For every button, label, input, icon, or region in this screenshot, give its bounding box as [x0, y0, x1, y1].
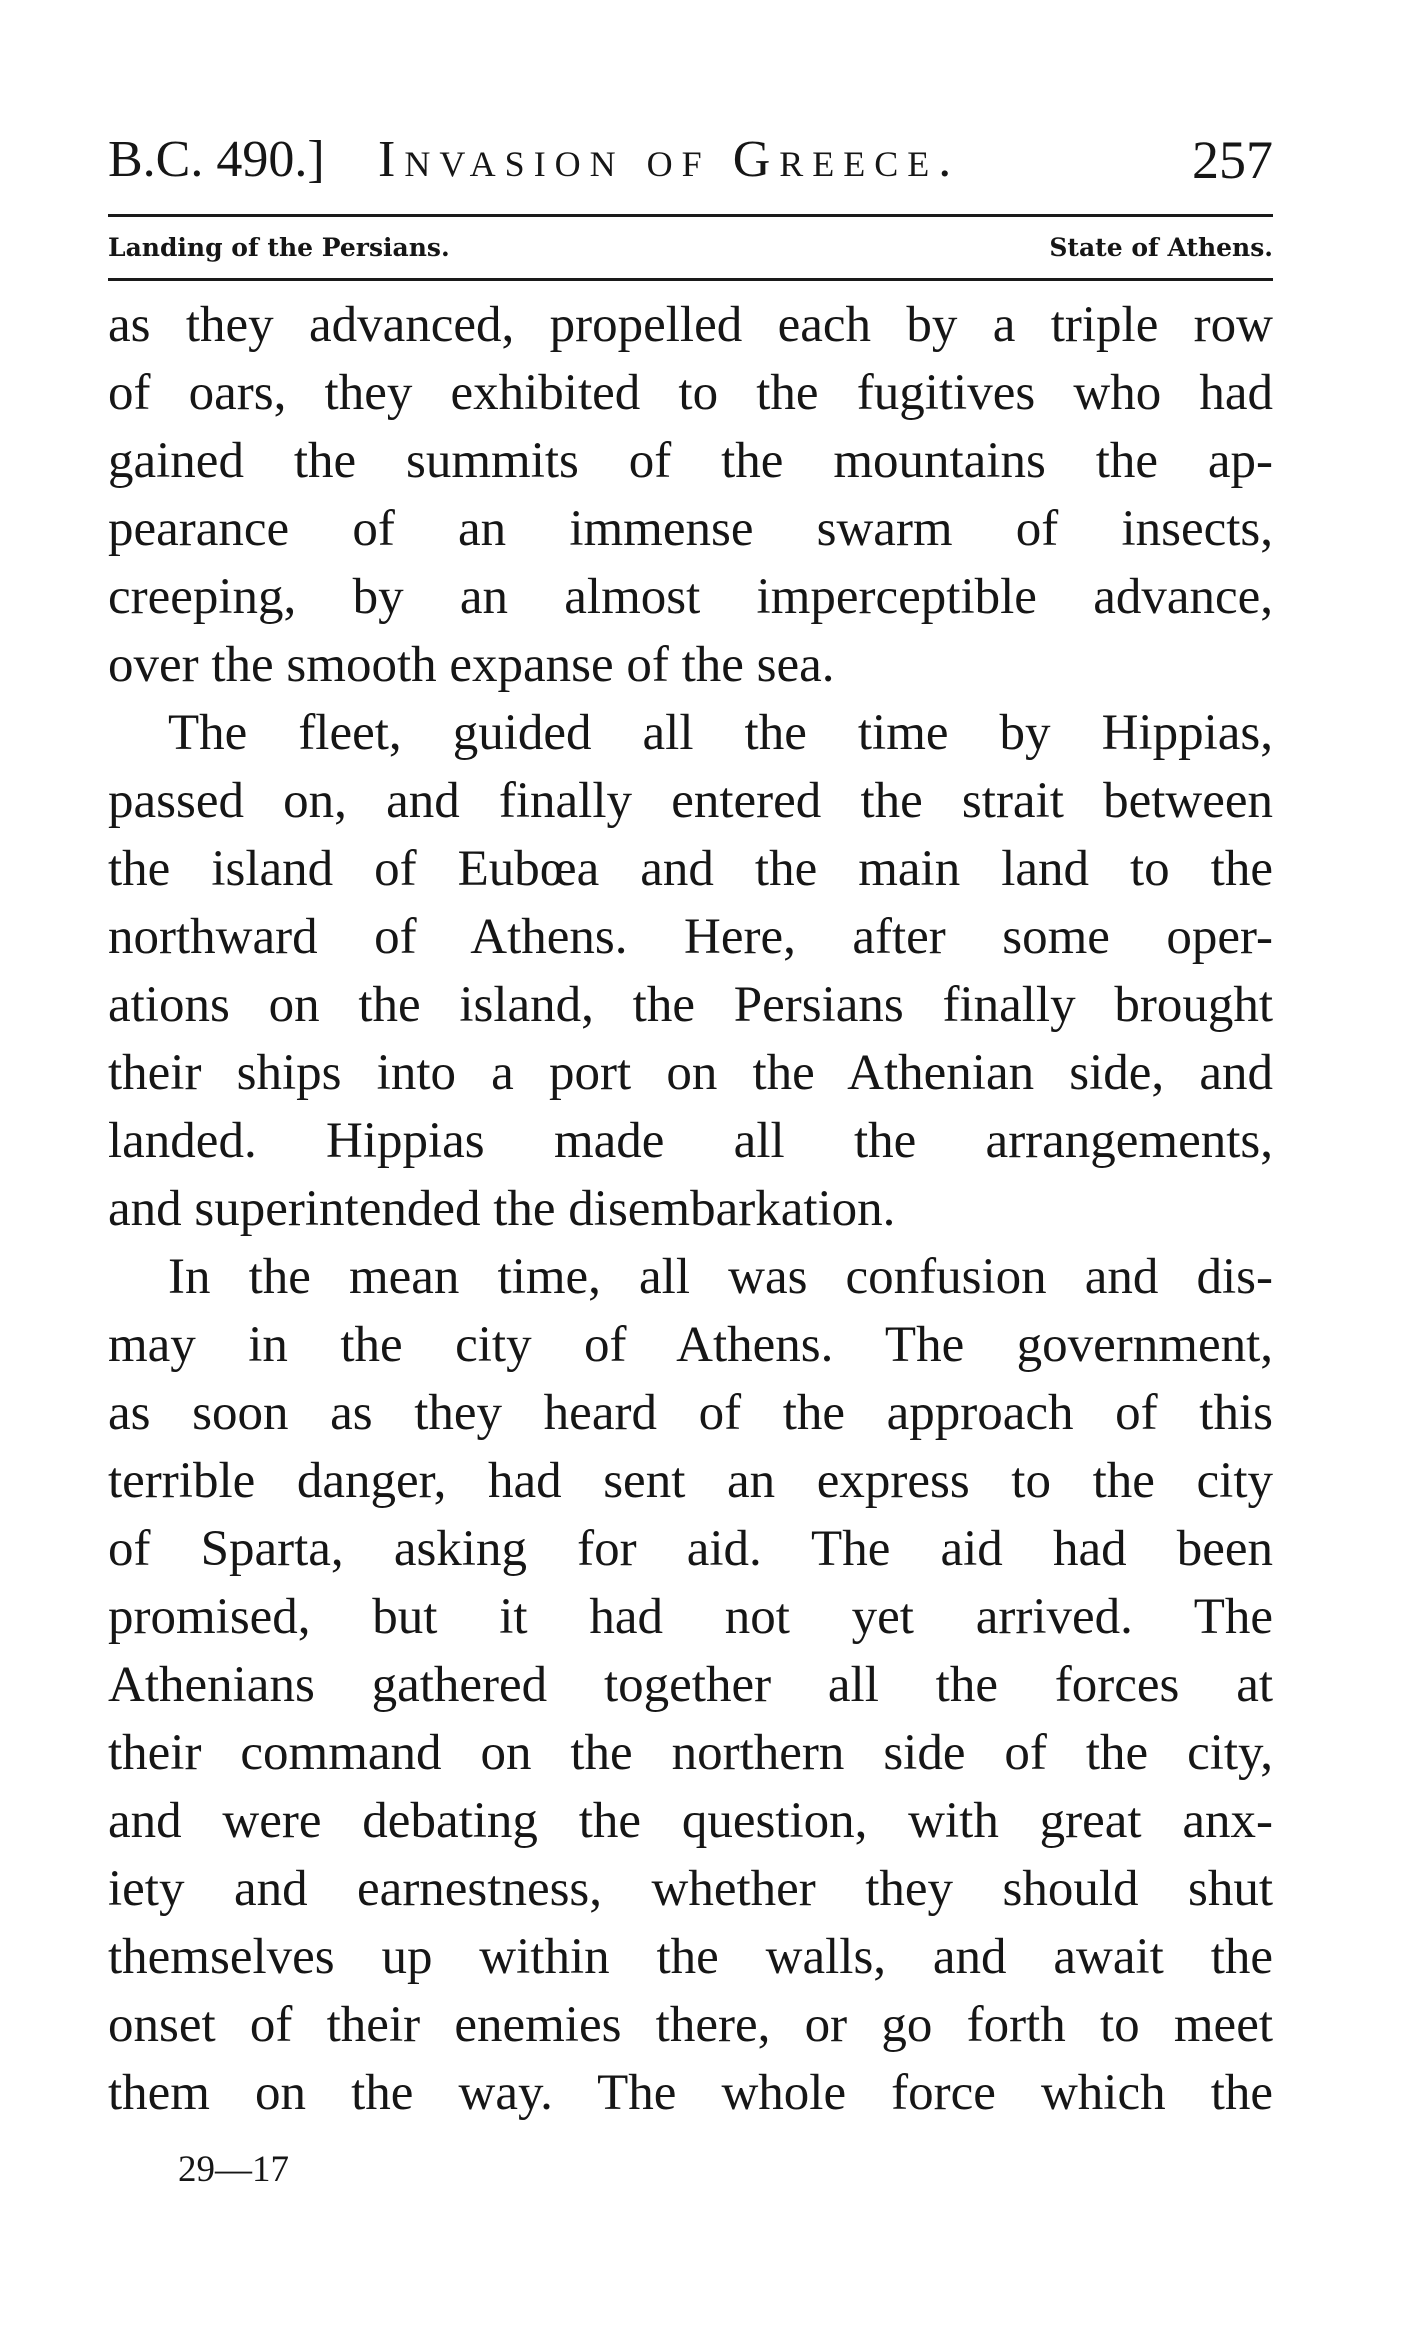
text-line: over the smooth expanse of the sea.: [108, 637, 835, 693]
text-line: promised, but it had not yet arrived. The: [108, 1589, 1273, 1645]
subheader-left: Landing of the Persians.: [108, 233, 450, 262]
text-line: their ships into a port on the Athenian side, and: [108, 1045, 1273, 1101]
text-line: them on the way. The whole force which the: [108, 2065, 1273, 2121]
text-line: iety and earnestness, whether they should shut: [108, 1861, 1273, 1917]
subheader-right: State of Athens.: [1049, 233, 1273, 262]
text-line: landed. Hippias made all the arrangements,: [108, 1113, 1273, 1169]
text-line: pearance of an immense swarm of insects,: [108, 501, 1273, 557]
text-line: passed on, and finally entered the strait between: [108, 773, 1273, 829]
text-line: Athenians gathered together all the forces at: [108, 1657, 1273, 1713]
text-line: of oars, they exhibited to the fugitives who had: [108, 365, 1273, 421]
text-line: creeping, by an almost imperceptible advance,: [108, 569, 1273, 625]
text-line: terrible danger, had sent an express to the city: [108, 1453, 1273, 1509]
running-header: [108, 120, 1273, 200]
text-line: ations on the island, the Persians finally brought: [108, 977, 1273, 1033]
text-line: In the mean time, all was confusion and dis-: [168, 1249, 1273, 1305]
text-line: may in the city of Athens. The government,: [108, 1317, 1273, 1373]
text-line: as soon as they heard of the approach of this: [108, 1385, 1273, 1441]
text-line: gained the summits of the mountains the ap-: [108, 433, 1273, 489]
signature-mark: 29—17: [178, 2149, 289, 2190]
text-line: as they advanced, propelled each by a triple row: [108, 297, 1273, 353]
text-line: and superintended the disembarkation.: [108, 1181, 896, 1237]
header-date-section: B.C. 490.]: [108, 131, 325, 188]
text-line: and were debating the question, with great anx-: [108, 1793, 1273, 1849]
page-number: 257: [1192, 130, 1273, 190]
text-line: of Sparta, asking for aid. The aid had been: [108, 1521, 1273, 1577]
text-line: themselves up within the walls, and await the: [108, 1929, 1273, 1985]
text-line: onset of their enemies there, or go forth to meet: [108, 1997, 1273, 2053]
text-line: northward of Athens. Here, after some oper-: [108, 909, 1273, 965]
text-line: the island of Eubœa and the main land to the: [108, 841, 1273, 897]
header-title: Invasion of Greece.: [378, 131, 961, 188]
text-line: The fleet, guided all the time by Hippias,: [168, 705, 1273, 761]
text-line: their command on the northern side of the city,: [108, 1725, 1273, 1781]
header-rule-top: [108, 214, 1273, 217]
header-rule-bottom: [108, 278, 1273, 281]
